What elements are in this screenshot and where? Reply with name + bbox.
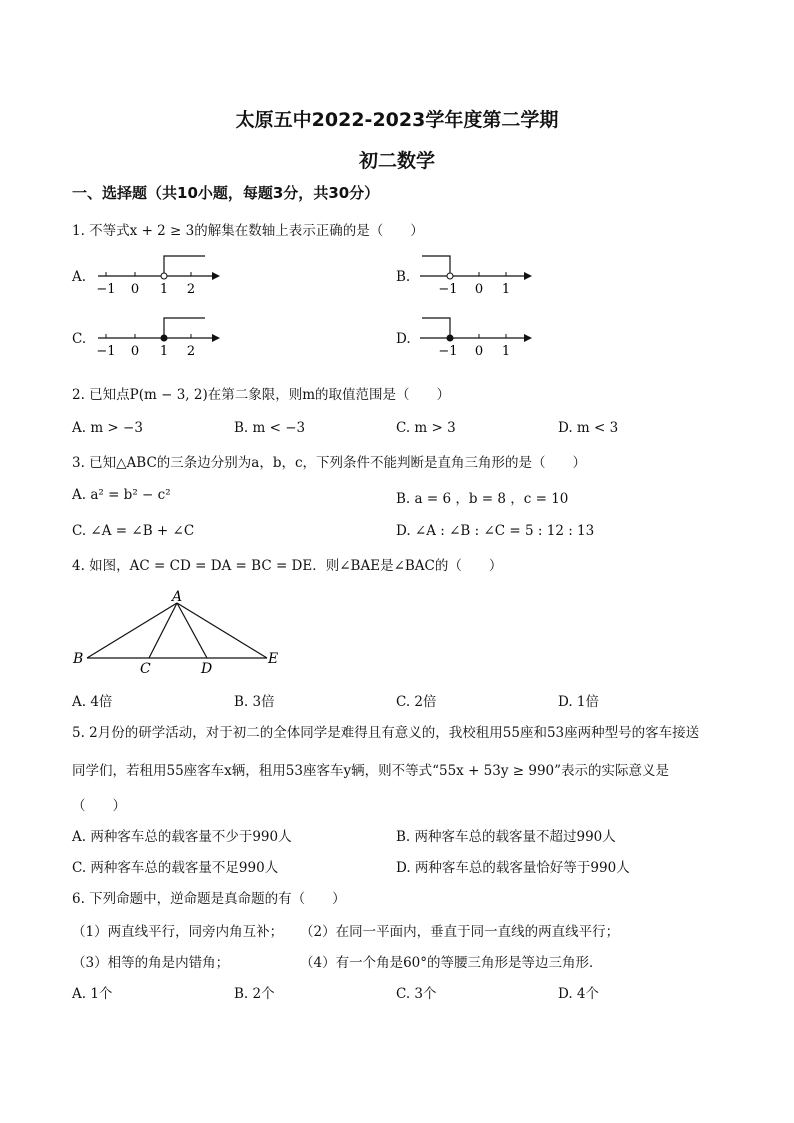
vertex-c-label: C	[140, 661, 151, 677]
q1-option-d-numberline	[412, 312, 532, 362]
q1-option-c-numberline	[90, 312, 220, 362]
q1-option-c-label[interactable]: C.	[72, 331, 87, 347]
vertex-e-label: E	[268, 651, 279, 667]
q5-option-d[interactable]: D. 两种客车总的载客量恰好等于990人	[396, 860, 630, 876]
page-title: 太原五中2022-2023学年度第二学期	[235, 109, 559, 131]
q4-stem: 4. 如图，AC = CD = DA = BC = DE．则∠BAE是∠BAC的（ ）	[72, 558, 503, 574]
q1-option-a-label[interactable]: A.	[72, 269, 87, 285]
q2-stem: 2. 已知点P(m − 3, 2)在第二象限，则m的取值范围是（ ）	[72, 387, 451, 403]
q2-option-a[interactable]: A. m > −3	[72, 420, 143, 436]
q4-option-b[interactable]: B. 3倍	[234, 694, 275, 710]
tick-label: 2	[186, 344, 196, 359]
q1-option-d-label[interactable]: D.	[396, 331, 411, 347]
q6-stem: 6. 下列命题中，逆命题是真命题的有（ ）	[72, 891, 346, 907]
q1-option-b-label[interactable]: B.	[396, 269, 411, 285]
q3-option-d[interactable]: D. ∠A : ∠B : ∠C = 5 : 12 : 13	[396, 523, 595, 539]
page-subtitle: 初二数学	[358, 150, 435, 172]
q3-option-a[interactable]: A. a² = b² − c²	[72, 487, 171, 503]
q5-stem-line3: （ ）	[72, 798, 126, 814]
q5-option-b[interactable]: B. 两种客车总的载客量不超过990人	[396, 829, 616, 845]
tick-label: 1	[159, 344, 169, 359]
q6-item-4: （4）有一个角是60°的等腰三角形是等边三角形．	[300, 955, 603, 971]
q6-option-b[interactable]: B. 2个	[234, 986, 275, 1002]
tick-label: −1	[96, 344, 116, 359]
q6-item-3: （3）相等的角是内错角；	[72, 955, 230, 971]
section-heading: 一、选择题（共10小题，每题3分，共30分）	[72, 184, 380, 202]
q6-option-a[interactable]: A. 1个	[72, 986, 113, 1002]
tick-label: 1	[159, 282, 169, 297]
tick-label: 0	[474, 282, 484, 297]
q5-option-a[interactable]: A. 两种客车总的载客量不少于990人	[72, 829, 292, 845]
tick-label: 0	[130, 282, 140, 297]
q1-option-b-numberline	[412, 250, 532, 300]
q4-option-d[interactable]: D. 1倍	[558, 694, 600, 710]
tick-label: 0	[130, 344, 140, 359]
tick-label: −1	[96, 282, 116, 297]
vertex-b-label: B	[73, 651, 84, 667]
q2-option-b[interactable]: B. m < −3	[234, 420, 306, 436]
q1-stem: 1. 不等式x + 2 ≥ 3的解集在数轴上表示正确的是（ ）	[72, 223, 424, 239]
tick-label: −1	[438, 282, 458, 297]
tick-label: −1	[438, 344, 458, 359]
q3-option-c[interactable]: C. ∠A = ∠B + ∠C	[72, 523, 195, 539]
q4-triangle-figure	[70, 585, 290, 680]
vertex-a-label: A	[172, 589, 183, 605]
q3-option-b[interactable]: B. a = 6 ，b = 8 ，c = 10	[396, 491, 569, 507]
q2-option-d[interactable]: D. m < 3	[558, 420, 619, 436]
q4-option-a[interactable]: A. 4倍	[72, 694, 113, 710]
q4-option-c[interactable]: C. 2倍	[396, 694, 437, 710]
vertex-d-label: D	[201, 661, 213, 677]
q2-option-c[interactable]: C. m > 3	[396, 420, 456, 436]
q5-stem-line2: 同学们，若租用55座客车x辆，租用53座客车y辆，则不等式“55x + 53y ≥ 990”表示的实际意义是	[72, 763, 670, 779]
q6-option-d[interactable]: D. 4个	[558, 986, 600, 1002]
q6-item-1: （1）两直线平行，同旁内角互补；	[72, 924, 284, 940]
q6-option-c[interactable]: C. 3个	[396, 986, 437, 1002]
tick-label: 1	[501, 344, 511, 359]
tick-label: 2	[186, 282, 196, 297]
q5-option-c[interactable]: C. 两种客车总的载客量不足990人	[72, 860, 279, 876]
q3-stem: 3. 已知△ABC的三条边分别为a，b，c，下列条件不能判断是直角三角形的是（ ）	[72, 455, 587, 471]
tick-label: 0	[474, 344, 484, 359]
q5-stem-line1: 5. 2月份的研学活动，对于初二的全体同学是难得且有意义的，我校租用55座和53座两种型号的客车接送	[72, 725, 700, 741]
tick-label: 1	[501, 282, 511, 297]
q6-item-2: （2）在同一平面内，垂直于同一直线的两直线平行；	[300, 924, 620, 940]
